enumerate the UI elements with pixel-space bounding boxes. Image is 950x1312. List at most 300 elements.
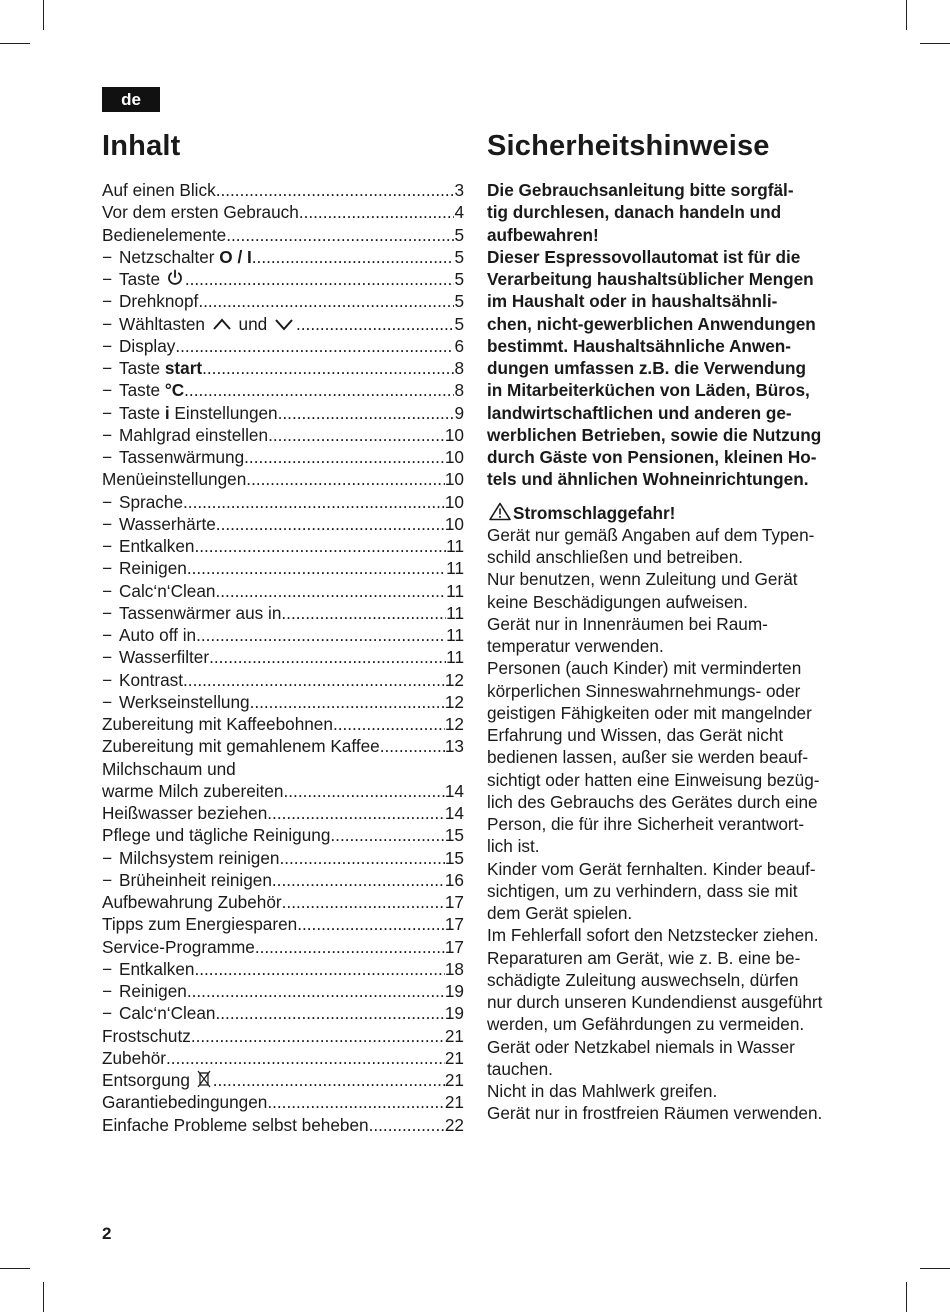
- toc-label-text: Frostschutz: [102, 1025, 191, 1046]
- toc-dash: −: [102, 380, 113, 401]
- toc-entry: [102, 424, 464, 446]
- toc-leader-dots: [191, 1025, 445, 1047]
- toc-leader-dots: [194, 535, 446, 557]
- toc-leader-dots: [284, 780, 445, 802]
- toc-entry: [102, 847, 464, 869]
- toc-label-text: Taste: [119, 402, 165, 423]
- toc-label-text: Tassenwärmer aus in: [119, 602, 282, 623]
- toc-entry-label: [102, 313, 296, 335]
- safety-body-line: Gerät nur in frostfreien Räumen verwenden.: [487, 1103, 823, 1124]
- toc-leader-dots: [196, 624, 446, 646]
- toc-page-number: 5: [454, 291, 464, 312]
- toc-page-number: 10: [444, 513, 464, 534]
- toc-dash: −: [102, 246, 113, 267]
- toc-leader-dots: [267, 802, 445, 824]
- toc-page-number: 21: [444, 1070, 464, 1090]
- toc-dash: −: [102, 335, 113, 356]
- toc-leader-dots: [299, 201, 455, 223]
- toc-entry-label: [102, 624, 196, 646]
- toc-entry-label: [102, 224, 226, 246]
- toc-entry: [102, 780, 464, 802]
- toc-label-text: Auf einen Blick: [102, 180, 216, 200]
- toc-entry-label: [102, 824, 330, 846]
- warning-triangle-icon: [489, 502, 511, 526]
- toc-leader-dots: [187, 557, 446, 579]
- toc-page-number: 4: [454, 202, 464, 223]
- toc-label-text: Auto off in: [119, 625, 197, 645]
- toc-dash: −: [102, 491, 113, 512]
- toc-page-number: 19: [444, 981, 464, 1001]
- language-badge: de: [102, 87, 160, 112]
- toc-page-number: 12: [444, 691, 464, 712]
- toc-leader-dots: [246, 468, 445, 490]
- toc-leader-dots: [175, 335, 454, 357]
- safety-body-line: dem Gerät spielen.: [487, 903, 633, 923]
- toc-page-number: 22: [444, 1114, 464, 1135]
- toc-page-number: 10: [444, 424, 464, 445]
- toc-page-number: 21: [444, 1092, 464, 1113]
- toc-label-text: Vor dem ersten Gebrauch: [102, 202, 299, 223]
- toc-entry-label: [102, 713, 333, 735]
- safety-body-line: Erfahrung und Wissen, das Gerät nicht: [487, 725, 784, 745]
- toc-leader-dots: [281, 602, 446, 624]
- toc-entry: [102, 513, 464, 535]
- toc-label-text: Reinigen: [119, 981, 187, 1001]
- safety-body-line: Gerät nur gemäß Angaben auf dem Typen-: [487, 524, 815, 545]
- toc-entry-label: [102, 513, 216, 535]
- toc-leader-dots: [226, 224, 454, 246]
- safety-body-line: tauchen.: [487, 1058, 553, 1079]
- toc-page-number: 18: [444, 958, 464, 979]
- toc-label-text: Zubereitung mit Kaffeebohnen: [102, 714, 333, 734]
- safety-body-line: Reparaturen am Gerät, wie z. B. eine be-: [487, 947, 801, 968]
- crop-mark: [0, 1268, 30, 1269]
- toc-dash: −: [102, 513, 113, 534]
- chevron-down-icon: [274, 314, 294, 335]
- toc-leader-dots: [252, 246, 455, 268]
- toc-dash: −: [102, 647, 113, 668]
- toc-page-number: 14: [444, 780, 464, 801]
- toc-label-text: Tassenwärmung: [119, 447, 245, 467]
- toc-entry-label: [102, 179, 216, 201]
- safety-intro-line: in Mitarbeiterküchen von Läden, Büros,: [487, 380, 810, 401]
- toc-label-text: und: [233, 313, 272, 334]
- safety-body-line: keine Beschädigungen aufweisen.: [487, 591, 748, 612]
- toc-entry-label: [102, 869, 272, 891]
- toc-entry-label: [102, 268, 185, 290]
- safety-title: Sicherheitshinweise: [487, 130, 770, 162]
- safety-intro-line: tels und ähnlichen Wohneinrichtungen.: [487, 469, 809, 490]
- toc-entry: [102, 468, 464, 490]
- toc-entry-label: [102, 602, 281, 624]
- toc-page-number: 12: [444, 714, 464, 734]
- power-icon: [167, 269, 183, 290]
- toc-entry-label: [102, 980, 187, 1002]
- toc-entry: [102, 491, 464, 513]
- toc-entry: [102, 446, 464, 468]
- toc-leader-dots: [166, 1047, 445, 1069]
- toc-leader-dots: [333, 713, 445, 735]
- toc-leader-dots: [369, 1114, 445, 1136]
- safety-body-line: Kinder vom Gerät fernhalten. Kinder beauf-: [487, 858, 816, 879]
- toc-label-text: Heißwasser beziehen: [102, 803, 268, 823]
- toc-entry: [102, 535, 464, 557]
- toc-label-text: Netzschalter: [119, 246, 220, 267]
- toc-entry-label: [102, 424, 268, 446]
- toc-dash: −: [102, 691, 113, 712]
- toc-entry: [102, 869, 464, 891]
- safety-body-line: Gerät nur in Innenräumen bei Raum-: [487, 613, 768, 634]
- toc-dash: −: [102, 669, 113, 690]
- safety-section: [487, 179, 852, 1125]
- toc-entry: [102, 669, 464, 691]
- toc-entry-label: [102, 246, 252, 268]
- toc-leader-dots: [187, 980, 445, 1002]
- toc-entry: [102, 936, 464, 958]
- toc-entry: [102, 735, 464, 757]
- toc-page-number: 12: [444, 669, 464, 690]
- toc-dash: −: [102, 424, 113, 445]
- crop-mark: [43, 0, 44, 30]
- toc-entry: [102, 1114, 464, 1136]
- toc-entry: [102, 646, 464, 668]
- toc-label-text: Calc‘n‘Clean: [119, 580, 216, 601]
- toc-label-text: Mahlgrad einstellen: [119, 424, 269, 445]
- safety-body-line: temperatur verwenden.: [487, 636, 664, 656]
- safety-intro-line: durch Gäste von Pensionen, kleinen Ho-: [487, 447, 817, 467]
- safety-body-line: schädigte Zuleitung auswechseln, dürfen: [487, 969, 799, 990]
- toc-leader-dots: [255, 936, 445, 958]
- toc-page-number: 17: [444, 914, 464, 935]
- toc-page-number: 13: [444, 736, 464, 757]
- toc-leader-dots: [202, 357, 454, 379]
- safety-body-line: werden, um Gefährdungen zu vermeiden.: [487, 1014, 805, 1035]
- safety-body-line: sichtigt oder hatten eine Einweisung bezüg-: [487, 769, 820, 790]
- toc-label-text: Calc‘n‘Clean: [119, 1003, 216, 1024]
- safety-body-line: Gerät oder Netzkabel niemals in Wasser: [487, 1036, 795, 1057]
- toc-entry: [102, 758, 464, 780]
- safety-body-line: Person, die für ihre Sicherheit verantwort-: [487, 814, 805, 834]
- toc-label-text: Tipps zum Energiesparen: [102, 914, 298, 935]
- toc-entry-label: [102, 646, 209, 668]
- toc-label-text: Aufbewahrung Zubehör: [102, 892, 282, 912]
- crop-mark: [920, 43, 950, 44]
- toc-leader-dots: [297, 913, 445, 935]
- toc-entry-label: [102, 758, 236, 780]
- toc-entry-label: [102, 1091, 267, 1113]
- toc-leader-dots: [184, 379, 454, 401]
- safety-intro: [487, 179, 852, 491]
- toc-entry-label: [102, 691, 250, 713]
- crop-mark: [906, 0, 907, 30]
- toc-dash: −: [102, 869, 113, 890]
- toc-entry: [102, 246, 464, 268]
- toc-entry-label: [102, 1002, 216, 1024]
- chevron-up-icon: [212, 314, 232, 335]
- toc-page-number: 19: [444, 1003, 464, 1024]
- toc-page-number: 14: [444, 803, 464, 823]
- toc-entry: [102, 891, 464, 913]
- safety-body-line: Nur benutzen, wenn Zuleitung und Gerät: [487, 569, 798, 590]
- toc-dash: −: [102, 602, 113, 623]
- safety-intro-line: Verarbeitung haushaltsüblicher Mengen: [487, 269, 814, 289]
- toc-dash: −: [102, 625, 113, 645]
- toc-label-text: Display: [119, 335, 176, 356]
- toc-page-number: 5: [454, 246, 464, 267]
- toc-entry: [102, 1069, 464, 1091]
- toc-label-text: Entsorgung: [102, 1070, 195, 1090]
- toc-page-number: 11: [446, 580, 464, 601]
- toc-page-number: 10: [444, 491, 464, 512]
- toc-leader-dots: [244, 446, 445, 468]
- toc-entry: [102, 557, 464, 579]
- toc-entry: [102, 357, 464, 379]
- toc-entry-label: [102, 535, 194, 557]
- toc-entry: [102, 313, 464, 335]
- toc-page-number: 15: [444, 825, 464, 846]
- toc-page-number: 5: [454, 313, 464, 334]
- toc-entry: [102, 201, 464, 223]
- toc-entry-label: [102, 1047, 166, 1069]
- toc-label-text: Wähltasten: [119, 313, 210, 334]
- toc-leader-dots: [296, 313, 454, 335]
- toc-entry-label: [102, 891, 282, 913]
- toc-label-text: Entkalken: [119, 958, 195, 979]
- toc-label-text: Einfache Probleme selbst beheben: [102, 1114, 369, 1135]
- toc-entry-label: [102, 491, 183, 513]
- toc-dash: −: [102, 958, 113, 979]
- toc-label-text: Menüeinstellungen: [102, 469, 247, 490]
- safety-body-line: nur durch unseren Kundendienst ausgeführt: [487, 992, 823, 1012]
- toc-label-text: Drehknopf: [119, 291, 199, 312]
- toc-entry: [102, 179, 464, 201]
- toc-leader-dots: [216, 580, 447, 602]
- toc-label-key: °C: [164, 380, 185, 401]
- crossed-bin-icon: [197, 1070, 211, 1091]
- toc-page-number: 3: [454, 180, 464, 200]
- toc-entry-label: [102, 201, 299, 223]
- toc-label-text: Brüheinheit reinigen: [119, 869, 272, 890]
- crop-mark: [920, 1268, 950, 1269]
- safety-body-line: Nicht in das Mahlwerk greifen.: [487, 1081, 718, 1101]
- toc-entry: [102, 913, 464, 935]
- toc-entry: [102, 691, 464, 713]
- toc-label-text: Milchsystem reinigen: [119, 847, 280, 868]
- safety-intro-line: Dieser Espressovollautomat ist für die: [487, 246, 801, 267]
- toc-entry: [102, 224, 464, 246]
- safety-intro-line: tig durchlesen, danach handeln und: [487, 202, 782, 223]
- toc-page-number: 5: [454, 269, 464, 289]
- toc-dash: −: [102, 269, 113, 289]
- toc-page-number: 15: [444, 847, 464, 868]
- toc-dash: −: [102, 580, 113, 601]
- toc-page-number: 10: [444, 469, 464, 490]
- toc-entry-label: [102, 936, 255, 958]
- toc-dash: −: [102, 313, 113, 334]
- toc-leader-dots: [250, 691, 445, 713]
- toc-page-number: 11: [446, 602, 464, 623]
- toc-label-key: start: [164, 358, 203, 378]
- warning-heading: [487, 502, 852, 524]
- page-number: 2: [102, 1224, 112, 1243]
- toc-leader-dots: [183, 669, 445, 691]
- table-of-contents: [102, 179, 464, 1136]
- toc-entry: [102, 580, 464, 602]
- toc-entry-label: [102, 580, 216, 602]
- toc-entry-label: [102, 557, 187, 579]
- toc-label-text: Zubehör: [102, 1047, 167, 1068]
- toc-entry-label: [102, 802, 267, 824]
- toc-dash: −: [102, 1003, 113, 1024]
- toc-entry: [102, 802, 464, 824]
- toc-entry-label: [102, 958, 194, 980]
- toc-leader-dots: [216, 1002, 445, 1024]
- toc-page-number: 9: [454, 402, 464, 423]
- safety-intro-line: bestimmt. Haushaltsähnliche Anwen-: [487, 335, 792, 356]
- toc-entry: [102, 824, 464, 846]
- toc-entry-label: [102, 290, 198, 312]
- toc-label-text: Taste: [119, 269, 165, 289]
- toc-label-key: i: [164, 402, 170, 423]
- toc-label-text: Werkseinstellung: [119, 691, 250, 712]
- toc-dash: −: [102, 981, 113, 1001]
- toc-entry: [102, 602, 464, 624]
- toc-entry: [102, 958, 464, 980]
- toc-label-text: Pflege und tägliche Reinigung: [102, 825, 331, 846]
- toc-entry: [102, 1091, 464, 1113]
- toc-entry: [102, 980, 464, 1002]
- safety-body-line: geistigen Fähigkeiten oder mit mangelnder: [487, 702, 812, 723]
- safety-intro-line: landwirtschaftlichen und anderen ge-: [487, 402, 792, 423]
- toc-page-number: 11: [446, 558, 464, 579]
- toc-page-number: 21: [444, 1047, 464, 1068]
- toc-entry-label: [102, 847, 279, 869]
- toc-entry-label: [102, 780, 284, 802]
- safety-body-line: lich des Gebrauchs des Gerätes durch eine: [487, 791, 818, 812]
- toc-dash: −: [102, 358, 113, 378]
- safety-intro-line: dungen umfassen z.B. die Verwendung: [487, 358, 806, 378]
- safety-intro-line: werblichen Betrieben, sowie die Nutzung: [487, 424, 822, 445]
- toc-leader-dots: [278, 402, 455, 424]
- toc-label-text: Kontrast: [119, 669, 184, 690]
- toc-entry-label: [102, 402, 278, 424]
- toc-label-key: O / I: [219, 246, 252, 267]
- safety-body-line: Personen (auch Kinder) mit verminderten: [487, 658, 802, 679]
- toc-dash: −: [102, 291, 113, 312]
- toc-page-number: 11: [446, 625, 464, 645]
- toc-page-number: 10: [444, 447, 464, 467]
- toc-page-number: 11: [446, 536, 464, 556]
- safety-intro-line: chen, nicht-gewerblichen Anwendungen: [487, 313, 816, 334]
- toc-leader-dots: [282, 891, 445, 913]
- toc-label-text: Zubereitung mit gemahlenem Kaffee: [102, 736, 380, 757]
- toc-entry-label: [102, 335, 175, 357]
- toc-label-text: Einstellungen: [169, 402, 278, 423]
- toc-entry: [102, 268, 464, 290]
- toc-leader-dots: [330, 824, 444, 846]
- toc-entry: [102, 402, 464, 424]
- toc-entry-label: [102, 468, 246, 490]
- toc-page-number: 16: [444, 869, 464, 890]
- safety-intro-line: aufbewahren!: [487, 224, 599, 245]
- safety-body-line: bedienen lassen, außer sie werden beauf-: [487, 747, 809, 768]
- toc-leader-dots: [194, 958, 444, 980]
- toc-dash: −: [102, 558, 113, 579]
- toc-label-text: Bedienelemente: [102, 224, 227, 245]
- toc-title: Inhalt: [102, 130, 181, 162]
- toc-entry-label: [102, 357, 202, 379]
- toc-leader-dots: [279, 847, 444, 869]
- toc-entry-label: [102, 379, 184, 401]
- crop-mark: [43, 1282, 44, 1312]
- toc-entry-label: [102, 913, 297, 935]
- toc-page-number: 17: [444, 892, 464, 912]
- safety-body-line: Im Fehlerfall sofort den Netzstecker ziehen.: [487, 925, 819, 946]
- toc-leader-dots: [267, 1091, 445, 1113]
- toc-page-number: 8: [454, 380, 464, 401]
- toc-label-text: warme Milch zubereiten: [102, 780, 284, 801]
- safety-body: [487, 524, 852, 1125]
- toc-page-number: 8: [454, 358, 464, 378]
- toc-entry-label: [102, 446, 244, 468]
- toc-label-text: Wasserhärte: [119, 513, 216, 534]
- safety-body-line: lich ist.: [487, 836, 540, 857]
- toc-entry: [102, 1025, 464, 1047]
- toc-entry-label: [102, 1114, 369, 1136]
- toc-leader-dots: [185, 268, 455, 290]
- toc-leader-dots: [183, 491, 445, 513]
- safety-intro-line: im Haushalt oder in haushaltsähnli-: [487, 291, 778, 312]
- toc-entry: [102, 1002, 464, 1024]
- toc-label-text: Reinigen: [119, 558, 187, 579]
- toc-page-number: 21: [444, 1025, 464, 1046]
- toc-dash: −: [102, 402, 113, 423]
- toc-entry: [102, 624, 464, 646]
- toc-leader-dots: [216, 513, 445, 535]
- toc-label-text: Entkalken: [119, 536, 195, 556]
- toc-entry-label: [102, 1025, 191, 1047]
- toc-leader-dots: [268, 424, 445, 446]
- toc-page-number: 5: [454, 224, 464, 245]
- toc-entry: [102, 713, 464, 735]
- toc-leader-dots: [209, 646, 446, 668]
- toc-dash: −: [102, 536, 113, 556]
- toc-leader-dots: [216, 179, 455, 201]
- toc-entry: [102, 379, 464, 401]
- safety-body-line: sichtigen, um zu verhindern, dass sie mit: [487, 880, 798, 901]
- warning-heading-text: Stromschlaggefahr!: [513, 502, 676, 523]
- toc-page-number: 6: [454, 335, 464, 356]
- toc-leader-dots: [272, 869, 445, 891]
- toc-label-text: Garantiebedingungen: [102, 1092, 268, 1113]
- toc-label-text: Milchschaum und: [102, 758, 236, 779]
- crop-mark: [906, 1282, 907, 1312]
- toc-label-text: Service-Programme: [102, 936, 255, 957]
- toc-leader-dots: [213, 1069, 445, 1091]
- toc-label-text: Sprache: [119, 491, 184, 512]
- toc-dash: −: [102, 447, 113, 467]
- toc-entry: [102, 1047, 464, 1069]
- safety-intro-line: Die Gebrauchsanleitung bitte sorgfäl-: [487, 180, 794, 200]
- safety-body-line: körperlichen Sinneswahrnehmungs- oder: [487, 680, 801, 701]
- toc-leader-dots: [198, 290, 454, 312]
- crop-mark: [0, 43, 30, 44]
- toc-page-number: 17: [444, 936, 464, 957]
- toc-entry-label: [102, 735, 380, 757]
- toc-label-text: Taste: [119, 380, 165, 401]
- toc-entry: [102, 290, 464, 312]
- toc-leader-dots: [380, 735, 445, 757]
